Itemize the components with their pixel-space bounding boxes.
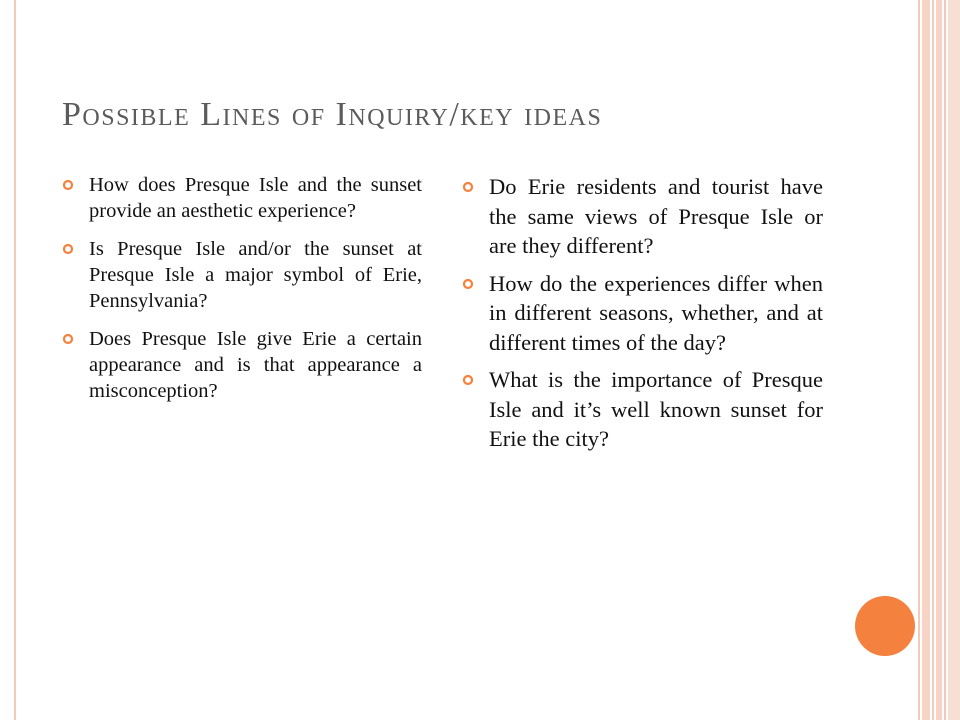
right-column: [462, 172, 823, 462]
orange-ring-bullet-icon: [462, 374, 474, 386]
orange-circle-decoration: [855, 596, 915, 656]
list-item-text: How do the experiences differ when in different seasons, whether, and at different times of the day?: [489, 270, 823, 355]
right-frame-stripe: [932, 0, 934, 720]
orange-ring-bullet-icon: [62, 243, 74, 255]
right-frame-stripe: [948, 0, 960, 720]
list-item: [62, 326, 422, 404]
right-frame-stripe: [944, 0, 946, 720]
left-bullet-list: [62, 172, 422, 404]
orange-ring-bullet-icon: [462, 181, 474, 193]
list-item: [462, 172, 823, 261]
list-item-text: Do Erie residents and tourist have the same views of Presque Isle or are they different?: [489, 174, 823, 258]
orange-ring-bullet-icon: [462, 278, 474, 290]
list-item: [462, 269, 823, 358]
right-frame-stripe: [936, 0, 942, 720]
right-frame-stripe: [918, 0, 920, 720]
list-item: [462, 365, 823, 454]
left-column: [62, 172, 422, 416]
list-item: [62, 172, 422, 224]
orange-ring-bullet-icon: [62, 179, 74, 191]
left-frame-line: [14, 0, 16, 720]
list-item-text: Is Presque Isle and/or the sunset at Presque Isle a major symbol of Erie, Pennsylvania?: [89, 238, 422, 312]
right-bullet-list: [462, 172, 823, 454]
orange-ring-bullet-icon: [62, 333, 74, 345]
list-item-text: Does Presque Isle give Erie a certain appearance and is that appearance a misconception?: [89, 328, 422, 402]
list-item-text: What is the importance of Presque Isle and it’s well known sunset for Erie the city?: [489, 367, 823, 451]
list-item-text: How does Presque Isle and the sunset provide an aesthetic experience?: [89, 174, 422, 222]
list-item: [62, 236, 422, 314]
right-frame-stripe: [922, 0, 930, 720]
slide-title: Possible Lines of Inquiry/key ideas: [62, 96, 603, 133]
